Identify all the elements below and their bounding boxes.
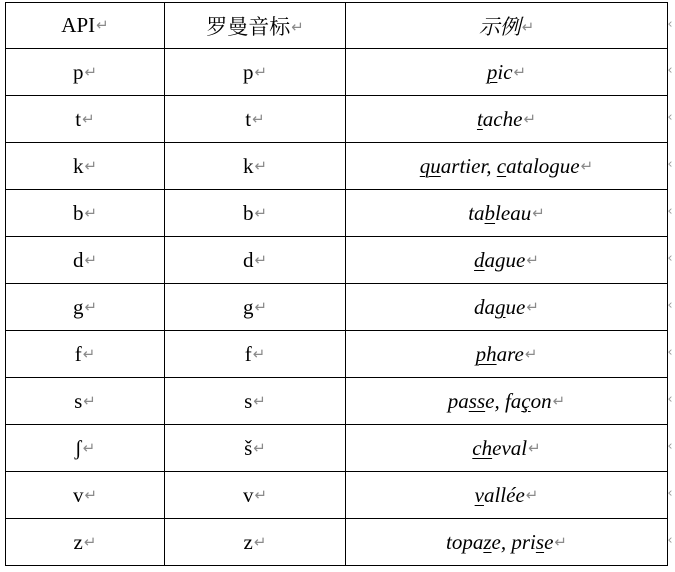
api-symbol: p — [72, 59, 84, 84]
api-symbol-cell — [6, 519, 165, 566]
return-mark-icon: ↵ — [554, 532, 567, 551]
return-mark-icon: ↵ — [524, 344, 538, 363]
row-end-mark-icon: ‹ — [667, 157, 673, 172]
return-mark-icon: ↵ — [83, 391, 96, 410]
example-text: allée — [483, 482, 525, 507]
row-end-mark-icon: ‹ — [667, 110, 673, 125]
example-underlined-letters: s — [535, 529, 545, 554]
roman-symbol: z — [243, 529, 253, 554]
roman-symbol: g — [242, 294, 254, 319]
roman-symbol: d — [242, 247, 254, 272]
example-underlined-letters: d — [474, 247, 485, 272]
api-symbol: d — [72, 247, 84, 272]
example-underlined-letters: v — [474, 482, 484, 507]
example-word-cell — [346, 331, 668, 378]
row-end-mark-icon: ‹ — [667, 16, 673, 32]
example-text: are — [496, 341, 524, 366]
roman-symbol: p — [242, 59, 254, 84]
return-mark-icon: ↵ — [526, 250, 539, 269]
roman-symbol-cell — [165, 519, 346, 566]
row-end-mark-icon: ‹ — [667, 439, 673, 454]
row-end-mark-icon: ‹ — [667, 345, 673, 360]
example-text: leau — [495, 200, 532, 225]
api-symbol-cell — [6, 96, 165, 143]
roman-symbol-cell — [165, 190, 346, 237]
roman-symbol: f — [244, 341, 252, 366]
api-symbol: g — [72, 294, 84, 319]
roman-symbol: b — [242, 200, 254, 225]
roman-symbol: t — [245, 106, 252, 131]
example-word-cell — [346, 143, 668, 190]
roman-symbol: v — [242, 482, 254, 507]
roman-symbol-cell — [165, 331, 346, 378]
return-mark-icon: ↵ — [525, 485, 539, 504]
roman-symbol-cell — [165, 425, 346, 472]
api-symbol-cell — [6, 425, 165, 472]
row-end-mark-icon: ‹ — [667, 533, 673, 548]
roman-symbol-cell — [165, 143, 346, 190]
row-end-mark-icon: ‹ — [667, 204, 673, 219]
row-end-mark-icon: ‹ — [667, 486, 673, 501]
row-end-mark-icon: ‹ — [667, 63, 673, 78]
example-underlined-letters: b — [484, 200, 496, 225]
return-mark-icon: ↵ — [82, 438, 96, 457]
example-underlined-letters: ss — [468, 388, 486, 413]
roman-symbol-cell — [165, 284, 346, 331]
return-mark-icon: ↵ — [84, 297, 98, 316]
return-mark-icon: ↵ — [528, 438, 541, 457]
example-text: on — [530, 388, 552, 413]
roman-symbol-cell — [165, 49, 346, 96]
table-row — [6, 425, 668, 472]
api-symbol: z — [73, 529, 83, 554]
return-mark-icon: ↵ — [84, 62, 98, 81]
return-mark-icon: ↵ — [254, 485, 268, 504]
return-mark-icon: ↵ — [580, 156, 594, 175]
example-word-cell — [346, 519, 668, 566]
api-symbol-cell — [6, 284, 165, 331]
header-roman: 罗曼音标↵ — [165, 3, 346, 49]
header-api: API↵ — [6, 3, 165, 49]
table-row — [6, 472, 668, 519]
row-end-mark-icon: ‹ — [667, 392, 673, 407]
example-text: ic — [497, 59, 513, 84]
header-example: 示例↵ — [346, 3, 668, 49]
example-underlined-letters: c — [496, 153, 507, 178]
return-mark-icon: ↵ — [526, 297, 539, 316]
return-mark-icon: ↵ — [254, 297, 268, 316]
example-text: pa — [447, 388, 469, 413]
roman-symbol: k — [242, 153, 254, 178]
return-mark-icon: ↵ — [83, 532, 97, 551]
example-underlined-letters: ç — [521, 388, 531, 413]
return-mark-icon: ↵ — [254, 250, 268, 269]
return-mark-icon: ↵ — [82, 344, 96, 363]
table-row — [6, 331, 668, 378]
roman-symbol: s — [244, 388, 253, 413]
example-text: topa — [446, 529, 484, 554]
example-text: artier, — [440, 153, 497, 178]
example-word-cell — [346, 190, 668, 237]
roman-symbol-cell — [165, 96, 346, 143]
api-symbol: ʃ — [74, 435, 82, 460]
example-text: e — [544, 529, 554, 554]
return-mark-icon: ↵ — [252, 344, 266, 363]
example-text: e, fa — [485, 388, 522, 413]
return-mark-icon: ↵ — [84, 485, 98, 504]
api-symbol-cell — [6, 190, 165, 237]
return-mark-icon: ↵ — [82, 109, 95, 128]
example-word-cell — [346, 49, 668, 96]
api-symbol-cell — [6, 49, 165, 96]
example-word-cell — [346, 472, 668, 519]
api-symbol-cell — [6, 472, 165, 519]
row-end-mark-icon: ‹ — [667, 251, 673, 266]
return-mark-icon: ↵ — [84, 203, 98, 222]
return-mark-icon: ↵ — [84, 156, 98, 175]
example-underlined-letters: z — [483, 529, 492, 554]
example-word-cell — [346, 284, 668, 331]
example-text: atalogue — [506, 153, 580, 178]
api-symbol: f — [74, 341, 82, 366]
roman-symbol-cell — [165, 472, 346, 519]
table-row — [6, 49, 668, 96]
header-row — [6, 3, 668, 49]
api-symbol-cell — [6, 331, 165, 378]
table-row — [6, 237, 668, 284]
example-underlined-letters: p — [486, 59, 498, 84]
api-symbol: k — [72, 153, 84, 178]
api-symbol: s — [74, 388, 83, 413]
return-mark-icon: ↵ — [254, 203, 268, 222]
api-symbol: v — [72, 482, 84, 507]
example-text: ue — [505, 294, 526, 319]
return-mark-icon: ↵ — [253, 532, 267, 551]
table-row — [6, 190, 668, 237]
example-underlined-letters: t — [476, 106, 483, 131]
api-symbol: b — [72, 200, 84, 225]
return-mark-icon: ↵ — [252, 109, 265, 128]
example-text: da — [474, 294, 496, 319]
return-mark-icon: ↵ — [532, 203, 545, 222]
api-symbol-cell — [6, 143, 165, 190]
phonetic-table — [5, 2, 668, 566]
roman-symbol-cell — [165, 237, 346, 284]
api-symbol-cell — [6, 378, 165, 425]
roman-symbol-cell — [165, 378, 346, 425]
return-mark-icon: ↵ — [523, 109, 537, 128]
example-word-cell — [346, 378, 668, 425]
table-row — [6, 378, 668, 425]
return-mark-icon: ↵ — [552, 391, 566, 410]
table-row — [6, 519, 668, 566]
return-mark-icon: ↵ — [521, 17, 535, 36]
example-text: ta — [468, 200, 485, 225]
return-mark-icon: ↵ — [291, 17, 304, 36]
table-row — [6, 96, 668, 143]
return-mark-icon: ↵ — [253, 438, 266, 457]
table-row — [6, 143, 668, 190]
example-text: ache — [482, 106, 523, 131]
example-word-cell — [346, 425, 668, 472]
roman-symbol: š — [244, 435, 253, 460]
return-mark-icon: ↵ — [254, 62, 268, 81]
api-symbol-cell — [6, 237, 165, 284]
example-word-cell — [346, 237, 668, 284]
return-mark-icon: ↵ — [254, 156, 268, 175]
table-row — [6, 284, 668, 331]
example-underlined-letters: ph — [475, 341, 497, 366]
return-mark-icon: ↵ — [253, 391, 266, 410]
example-underlined-letters: qu — [419, 153, 441, 178]
example-text: e, pri — [491, 529, 536, 554]
row-end-mark-icon: ‹ — [667, 298, 673, 313]
example-text: ague — [484, 247, 526, 272]
example-word-cell — [346, 96, 668, 143]
example-text: eval — [492, 435, 528, 460]
example-underlined-letters: ch — [472, 435, 493, 460]
return-mark-icon: ↵ — [96, 16, 109, 34]
example-underlined-letters: g — [495, 294, 506, 319]
api-symbol: t — [75, 106, 82, 131]
return-mark-icon: ↵ — [84, 250, 98, 269]
return-mark-icon: ↵ — [513, 62, 527, 81]
